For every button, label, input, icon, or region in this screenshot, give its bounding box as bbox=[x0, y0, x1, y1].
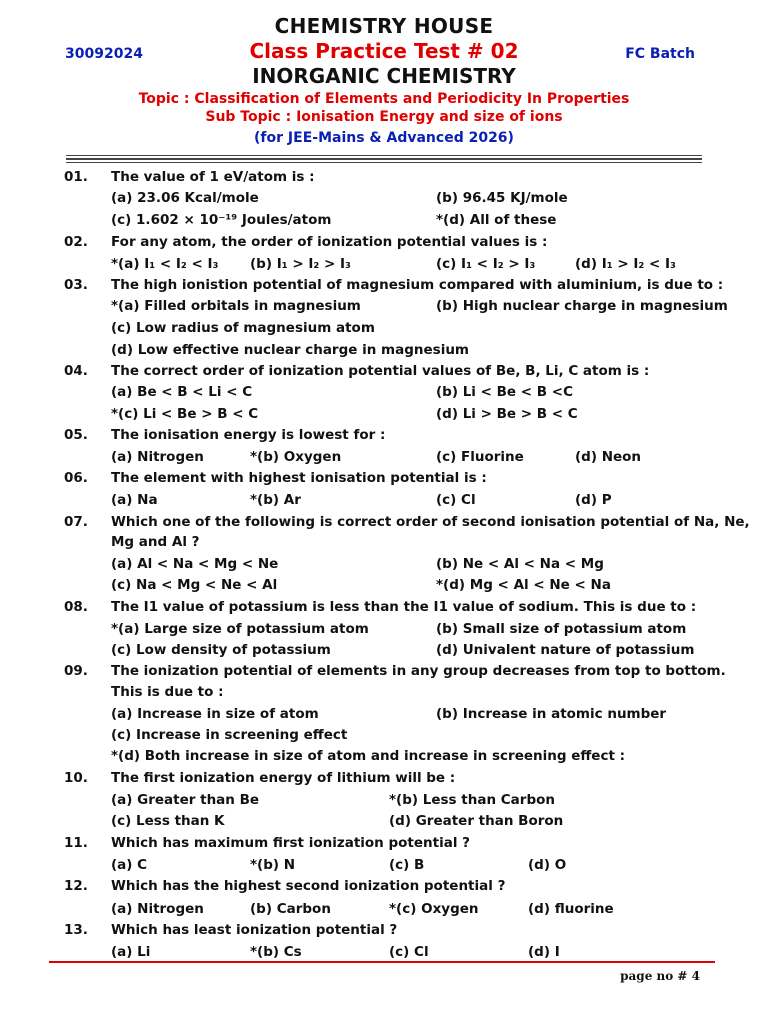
subject-title: INORGANIC CHEMISTRY bbox=[252, 64, 516, 88]
option-row bbox=[0, 727, 768, 748]
institute-name: CHEMISTRY HOUSE bbox=[274, 14, 494, 38]
question-row bbox=[0, 470, 768, 491]
question-number: 12. bbox=[64, 878, 88, 894]
option-row bbox=[0, 406, 768, 427]
option: (b) Carbon bbox=[250, 901, 331, 917]
test-title: Class Practice Test # 02 bbox=[249, 39, 519, 63]
option: (a) Nitrogen bbox=[111, 449, 204, 465]
option-row bbox=[0, 621, 768, 642]
option-row bbox=[0, 449, 768, 470]
option: (a) Nitrogen bbox=[111, 901, 204, 917]
question-text: Which one of the following is correct order of second ionisation potential of Na, Ne, bbox=[111, 514, 750, 530]
option: (d) O bbox=[528, 857, 567, 873]
option: (b) High nuclear charge in magnesium bbox=[436, 298, 728, 314]
option-row bbox=[0, 492, 768, 513]
question-number: 11. bbox=[64, 835, 88, 851]
option: *(d) Mg < Al < Ne < Na bbox=[436, 577, 611, 593]
option: (d) Univalent nature of potassium bbox=[436, 642, 695, 658]
question-number: 02. bbox=[64, 234, 88, 250]
date-code: 30092024 bbox=[65, 46, 143, 62]
question-text: Which has the highest second ionization potential ? bbox=[111, 878, 506, 894]
exam-line: (for JEE-Mains & Advanced 2026) bbox=[254, 130, 514, 146]
question-row bbox=[0, 169, 768, 190]
option: *(a) Filled orbitals in magnesium bbox=[111, 298, 361, 314]
page-number: page no # 4 bbox=[620, 969, 700, 983]
option: *(b) Cs bbox=[250, 944, 302, 960]
question-number: 01. bbox=[64, 169, 88, 185]
option: (d) fluorine bbox=[528, 901, 614, 917]
question-number: 03. bbox=[64, 277, 88, 293]
subtopic-line: Sub Topic : Ionisation Energy and size of ions bbox=[205, 109, 563, 125]
question-text-cont: This is due to : bbox=[111, 684, 224, 700]
option: (a) Na bbox=[111, 492, 158, 508]
option: *(d) All of these bbox=[436, 212, 557, 228]
option: (a) Increase in size of atom bbox=[111, 706, 319, 722]
question-number: 13. bbox=[64, 922, 88, 938]
option-row bbox=[0, 384, 768, 405]
option: (d) I₁ > I₂ < I₃ bbox=[575, 256, 676, 272]
question-row bbox=[0, 277, 768, 298]
question-text: Which has least ionization potential ? bbox=[111, 922, 398, 938]
topic-line: Topic : Classification of Elements and Periodicity In Properties bbox=[138, 91, 630, 107]
option-row bbox=[0, 857, 768, 878]
option-row bbox=[0, 706, 768, 727]
option-row bbox=[0, 577, 768, 598]
option: (b) Li < Be < B <C bbox=[436, 384, 574, 400]
option-row bbox=[0, 642, 768, 663]
option-row bbox=[0, 298, 768, 319]
question-text: The high ionistion potential of magnesium compared with aluminium, is due to : bbox=[111, 277, 724, 293]
question-number: 09. bbox=[64, 663, 88, 679]
option-row bbox=[0, 256, 768, 277]
option: *(a) Large size of potassium atom bbox=[111, 621, 369, 637]
option-row bbox=[0, 813, 768, 834]
option: (d) I bbox=[528, 944, 560, 960]
question-row bbox=[0, 770, 768, 791]
question-text: The I1 value of potassium is less than the I1 value of sodium. This is due to : bbox=[111, 599, 697, 615]
footer-divider bbox=[49, 961, 715, 963]
option-row bbox=[0, 212, 768, 233]
option: (b) I₁ > I₂ > I₃ bbox=[250, 256, 351, 272]
option: (c) 1.602 × 10⁻¹⁹ Joules/atom bbox=[111, 212, 332, 228]
question-row bbox=[0, 599, 768, 620]
option: *(b) Less than Carbon bbox=[389, 792, 556, 808]
question-row bbox=[0, 363, 768, 384]
question-text-cont: Mg and Al ? bbox=[111, 534, 200, 550]
option: (c) Cl bbox=[389, 944, 429, 960]
option: (a) Li bbox=[111, 944, 151, 960]
option: (a) 23.06 Kcal/mole bbox=[111, 190, 259, 206]
option: (d) Greater than Boron bbox=[389, 813, 564, 829]
option: *(c) Oxygen bbox=[389, 901, 479, 917]
question-number: 04. bbox=[64, 363, 88, 379]
option: (a) Al < Na < Mg < Ne bbox=[111, 556, 279, 572]
question-row bbox=[0, 234, 768, 255]
question-row bbox=[0, 878, 768, 899]
question-number: 06. bbox=[64, 470, 88, 486]
option: *(c) Li < Be > B < C bbox=[111, 406, 259, 422]
option: *(b) Ar bbox=[250, 492, 301, 508]
question-text: The ionization potential of elements in any group decreases from top to bottom. bbox=[111, 663, 726, 679]
question-text: The element with highest ionisation potential is : bbox=[111, 470, 487, 486]
question-row bbox=[0, 835, 768, 856]
option: (c) Cl bbox=[436, 492, 476, 508]
option-row bbox=[0, 342, 768, 363]
question-row bbox=[0, 663, 768, 684]
option: (c) Less than K bbox=[111, 813, 225, 829]
option: (c) I₁ < I₂ > I₃ bbox=[436, 256, 536, 272]
question-row bbox=[0, 427, 768, 448]
question-text: The first ionization energy of lithium will be : bbox=[111, 770, 456, 786]
option-row bbox=[0, 190, 768, 211]
question-text: The value of 1 eV/atom is : bbox=[111, 169, 315, 185]
option: (d) P bbox=[575, 492, 612, 508]
question-row bbox=[0, 922, 768, 943]
header-divider-2 bbox=[66, 159, 702, 163]
option: (c) Na < Mg < Ne < Al bbox=[111, 577, 278, 593]
option: *(d) Both increase in size of atom and increase in screening effect : bbox=[111, 748, 626, 764]
question-text: The ionisation energy is lowest for : bbox=[111, 427, 386, 443]
option: (b) Ne < Al < Na < Mg bbox=[436, 556, 604, 572]
option: (b) Small size of potassium atom bbox=[436, 621, 687, 637]
question-number: 07. bbox=[64, 514, 88, 530]
option: (d) Low effective nuclear charge in magnesium bbox=[111, 342, 470, 358]
option: (d) Li > Be > B < C bbox=[436, 406, 578, 422]
option: (a) Be < B < Li < C bbox=[111, 384, 253, 400]
question-text: The correct order of ionization potential values of Be, B, Li, C atom is : bbox=[111, 363, 650, 379]
question-row-cont bbox=[0, 684, 768, 705]
option: *(a) I₁ < I₂ < I₃ bbox=[111, 256, 219, 272]
option: (d) Neon bbox=[575, 449, 642, 465]
option: (b) Increase in atomic number bbox=[436, 706, 667, 722]
option: (c) Increase in screening effect bbox=[111, 727, 348, 743]
option: (a) Greater than Be bbox=[111, 792, 260, 808]
option-row bbox=[0, 320, 768, 341]
option-row bbox=[0, 792, 768, 813]
question-text: Which has maximum first ionization potential ? bbox=[111, 835, 470, 851]
question-number: 05. bbox=[64, 427, 88, 443]
question-text: For any atom, the order of ionization potential values is : bbox=[111, 234, 548, 250]
option: (c) Fluorine bbox=[436, 449, 524, 465]
question-number: 08. bbox=[64, 599, 88, 615]
option: (c) Low radius of magnesium atom bbox=[111, 320, 375, 336]
option: (b) 96.45 KJ/mole bbox=[436, 190, 568, 206]
option: (a) C bbox=[111, 857, 148, 873]
question-row-cont bbox=[0, 534, 768, 555]
option: (c) Low density of potassium bbox=[111, 642, 331, 658]
question-number: 10. bbox=[64, 770, 88, 786]
option-row bbox=[0, 556, 768, 577]
option: *(b) Oxygen bbox=[250, 449, 342, 465]
option: (c) B bbox=[389, 857, 425, 873]
option-row bbox=[0, 748, 768, 769]
option-row bbox=[0, 901, 768, 922]
batch-label: FC Batch bbox=[625, 46, 695, 62]
question-row bbox=[0, 514, 768, 535]
option: *(b) N bbox=[250, 857, 296, 873]
